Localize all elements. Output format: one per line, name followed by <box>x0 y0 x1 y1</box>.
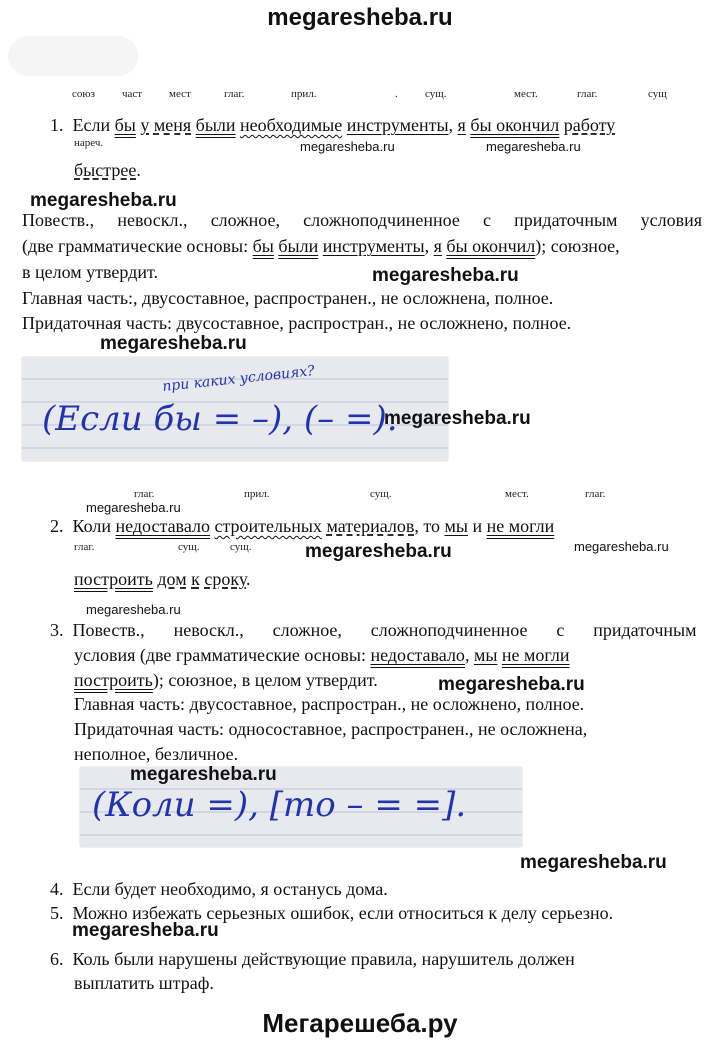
pos-label: сущ <box>648 88 667 100</box>
word-subject: я <box>457 115 466 135</box>
word: , то <box>414 516 440 536</box>
analysis-1-line-3: в целом утвердит. <box>22 262 158 282</box>
word-subject: инструменты <box>346 115 449 135</box>
list-number: 3. <box>50 620 64 640</box>
word: Если <box>72 115 111 135</box>
watermark: megaresheba.ru <box>100 333 247 354</box>
list-number: 1. <box>50 115 64 135</box>
word: необходимые <box>240 115 343 135</box>
analysis-1-main: Главная часть:, двусоставное, распространен., не осложнена, полное. <box>22 288 554 308</box>
sentence-2-line-2 <box>74 569 251 591</box>
handwritten-scheme: (Коли =), [то – = =]. <box>92 785 467 825</box>
watermark: megaresheba.ru <box>372 265 519 286</box>
site-header: megaresheba.ru <box>267 4 453 31</box>
text: ); союзное, <box>535 236 620 256</box>
watermark: megaresheba.ru <box>30 190 177 211</box>
text: , <box>424 236 434 256</box>
word: и <box>472 516 483 536</box>
word-subject: я <box>433 236 442 256</box>
watermark: megaresheba.ru <box>486 139 581 154</box>
word-subject: инструменты <box>322 236 425 256</box>
word: быстрее <box>74 160 137 180</box>
text: (две грамматические основы: <box>22 236 253 256</box>
handwritten-question: при каких условиях? <box>161 363 316 395</box>
analysis-2-main: Главная часть: двусоставное, распростран., не осложнено, полное. <box>74 694 585 714</box>
word: работу <box>563 115 616 135</box>
analysis-2-sub: Придаточная часть: односоставное, распространен., не осложнена, <box>74 719 588 739</box>
analysis-2-line-3 <box>74 670 378 692</box>
analysis-2-line-2 <box>74 645 570 667</box>
pos-label: част <box>122 88 143 100</box>
pos-label: глаг. <box>577 88 598 100</box>
word: . <box>136 160 141 180</box>
pos-label: глаг. <box>134 488 155 500</box>
watermark: megaresheba.ru <box>300 139 395 154</box>
sentence-1-line-1 <box>50 115 615 137</box>
word: . <box>246 569 251 589</box>
word-predicate: бы <box>114 115 136 135</box>
text: ); союзное, в целом утвердит. <box>152 670 378 690</box>
watermark: megaresheba.ru <box>305 541 452 562</box>
pos-label: мест. <box>505 488 529 500</box>
scan-smudge <box>8 36 138 76</box>
pos-label: глаг. <box>74 541 95 553</box>
word-predicate: были <box>278 236 319 256</box>
word-predicate: недоставало <box>115 516 210 536</box>
word: к <box>191 569 200 589</box>
watermark: megaresheba.ru <box>574 539 669 554</box>
list-number: 2. <box>50 516 64 536</box>
word: у <box>140 115 150 135</box>
handwritten-scheme: (Если бы = –), (– =). <box>42 399 398 439</box>
word-predicate: построить <box>74 670 153 690</box>
watermark: megaresheba.ru <box>72 920 219 941</box>
pos-label: нареч. <box>74 137 104 149</box>
watermark: megaresheba.ru <box>86 602 181 617</box>
text: , <box>464 645 474 665</box>
pos-label: сущ. <box>230 541 252 553</box>
word: материалов <box>326 516 415 536</box>
watermark: megaresheba.ru <box>86 500 181 515</box>
analysis-2-line-1 <box>50 620 702 642</box>
pos-label: союз <box>72 88 95 100</box>
analysis-2-sub-2: неполное, безличное. <box>74 744 239 764</box>
pos-label: сущ. <box>425 88 447 100</box>
word-predicate: были <box>195 115 236 135</box>
pos-label: мест <box>169 88 191 100</box>
site-footer: Мегарешеба.ру <box>262 1008 458 1038</box>
analysis-1-sub: Придаточная часть: двусоставное, распростран., не осложнено, полное. <box>22 313 572 333</box>
watermark: megaresheba.ru <box>520 852 667 873</box>
pos-label: сущ. <box>178 541 200 553</box>
watermark: megaresheba.ru <box>384 408 531 429</box>
sentence-text: Коль были нарушены действующие правила, нарушитель должен <box>72 949 575 969</box>
watermark: megaresheba.ru <box>130 764 277 785</box>
pos-label: глаг. <box>585 488 606 500</box>
text: Повеств., невоскл., сложное, сложноподчиненное с придаточным <box>72 620 697 640</box>
list-number: 4. <box>50 879 64 899</box>
word-predicate: не могли <box>501 645 570 665</box>
word-predicate: бы <box>252 236 274 256</box>
pos-label: сущ. <box>370 488 392 500</box>
sentence-1-line-2 <box>74 160 141 182</box>
word: , <box>448 115 454 135</box>
word-subject: мы <box>444 516 468 536</box>
analysis-1-line-1: Повеств., невоскл., сложное, сложноподчиненное с придаточным условия <box>22 210 702 230</box>
word-predicate: не могли <box>486 516 555 536</box>
word-predicate: бы окончил <box>470 115 560 135</box>
sentence-text: выплатить штраф. <box>74 973 214 993</box>
list-item <box>50 949 575 971</box>
list-item-continuation <box>74 973 214 995</box>
word: дом <box>157 569 187 589</box>
word-subject: мы <box>473 645 498 665</box>
pos-label: прил. <box>291 88 317 100</box>
pos-label: прил. <box>244 488 270 500</box>
list-number: 5. <box>50 903 64 923</box>
word-predicate: недоставало <box>370 645 465 665</box>
watermark: megaresheba.ru <box>438 674 585 695</box>
pos-label: глаг. <box>224 88 245 100</box>
sentence-text: Можно избежать серьезных ошибок, если относиться к делу серьезно. <box>72 903 614 923</box>
word-predicate: бы окончил <box>446 236 536 256</box>
word: меня <box>153 115 192 135</box>
pos-label: мест. <box>514 88 538 100</box>
list-number: 6. <box>50 949 64 969</box>
analysis-1-line-2 <box>22 236 620 258</box>
list-item <box>50 879 388 901</box>
pos-label: . <box>395 88 398 100</box>
text: условия (две грамматические основы: <box>74 645 371 665</box>
word-predicate: построить <box>74 569 153 589</box>
sentence-2-line-1 <box>50 516 554 538</box>
word: Коли <box>72 516 111 536</box>
word: строительных <box>214 516 322 536</box>
word: сроку <box>204 569 247 589</box>
sentence-text: Если будет необходимо, я останусь дома. <box>72 879 388 899</box>
